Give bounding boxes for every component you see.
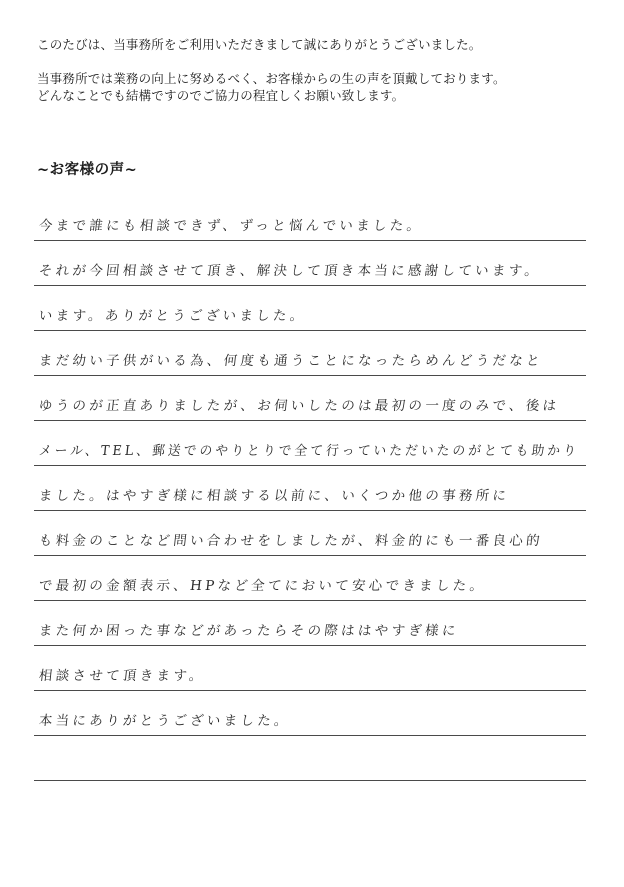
handwritten-line: メール、TEL、郵送でのやりとりで全て行っていただいたのがとても助かり: [38, 443, 580, 459]
ruled-line: [34, 601, 586, 646]
handwritten-line: また何か困った事などがあったらその際ははやすぎ様に: [38, 623, 460, 639]
ruled-line-empty: [34, 736, 586, 781]
handwritten-line: ました。はやすぎ様に相談する以前に、いくつか他の事務所に: [38, 488, 511, 504]
handwritten-line: それが今回相談させて頂き、解決して頂き本当に感謝しています。: [38, 263, 543, 279]
handwritten-feedback-sheet: [34, 196, 586, 781]
handwritten-line: 今まで誰にも相談できず、ずっと悩んでいました。: [38, 218, 425, 234]
intro-request-line-2: どんなことでも結構ですのでご協力の程宜しくお願い致します。: [37, 88, 405, 103]
ruled-line: [34, 376, 586, 421]
handwritten-line: 本当にありがとうございました。: [38, 713, 292, 729]
ruled-line: [34, 556, 586, 601]
ruled-line: [34, 511, 586, 556]
section-title: ~お客様の声~: [37, 162, 138, 178]
ruled-line: [34, 286, 586, 331]
ruled-line: [34, 466, 586, 511]
ruled-line: [34, 196, 586, 241]
ruled-line: [34, 331, 586, 376]
ruled-line: [34, 646, 586, 691]
ruled-line: [34, 691, 586, 736]
intro-thanks: このたびは、当事務所をご利用いただきまして誠にありがとうございました。: [37, 37, 482, 52]
intro-request-line-1: 当事務所では業務の向上に努めるべく、お客様からの生の声を頂戴しております。: [37, 71, 506, 86]
ruled-line: [34, 421, 586, 466]
handwritten-line: まだ幼い子供がいる為、何度も通うことになったらめんどうだなと: [38, 353, 544, 369]
ruled-line: [34, 241, 586, 286]
handwritten-line: も料金のことなど問い合わせをしましたが、料金的にも一番良心的: [38, 533, 544, 549]
handwritten-line: で最初の金額表示、HPなど全てにおいて安心できました。: [38, 578, 488, 594]
intro-text: [37, 36, 597, 104]
handwritten-line: ゆうのが正直ありましたが、お伺いしたのは最初の一度のみで、後は: [38, 398, 561, 414]
handwritten-line: 相談させて頂きます。: [38, 668, 207, 684]
handwritten-line: います。ありがとうございました。: [38, 308, 308, 324]
